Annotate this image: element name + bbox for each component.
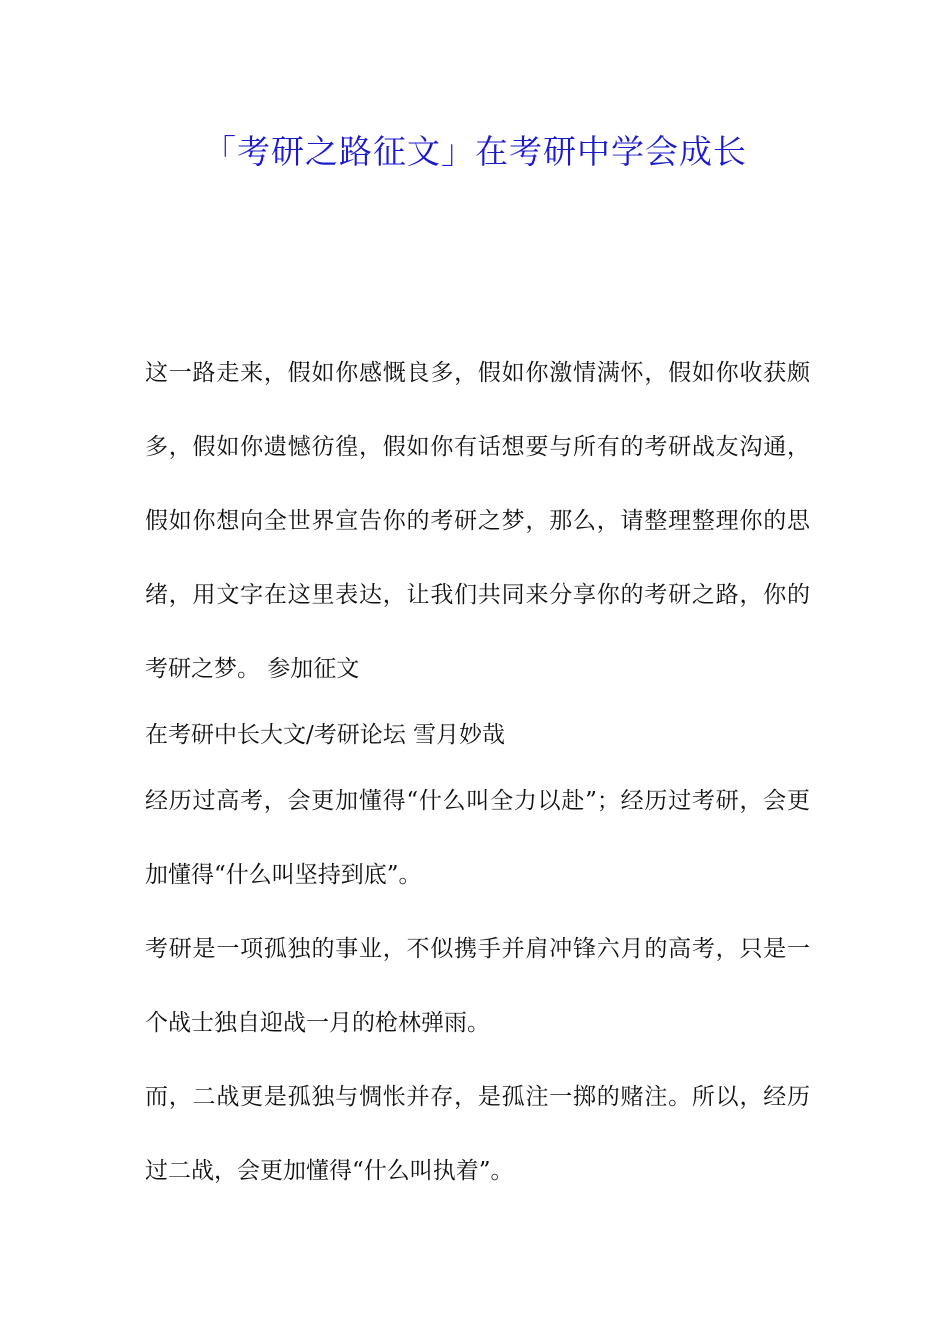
paragraph-lonely-career: 考研是一项孤独的事业，不似携手并肩冲锋六月的高考，只是一个战士独自迎战一月的枪林弹雨。 bbox=[145, 936, 810, 1036]
paragraph-byline: 在考研中长大文/考研论坛 雪月妙哉 bbox=[145, 722, 506, 748]
paragraph-gaokao-kaoyan: 经历过高考，会更加懂得“什么叫全力以赴”；经历过考研，会更加懂得“什么叫坚持到底”。 bbox=[145, 788, 810, 888]
paragraph-second-attempt: 而，二战更是孤独与惆怅并存，是孤注一掷的赌注。所以，经历过二战，会更加懂得“什么叫执着”。 bbox=[145, 1084, 810, 1184]
document-body bbox=[145, 336, 810, 1208]
paragraph-intro: 这一路走来，假如你感慨良多，假如你激情满怀，假如你收获颇多，假如你遗憾彷徨，假如你有话想要与所有的考研战友沟通，假如你想向全世界宣告你的考研之梦，那么，请整理整理你的思绪，用文字在这里表达，让我们共同来分享你的考研之路，你的考研之梦。 参加征文 bbox=[145, 360, 810, 682]
document-title: 「考研之路征文」在考研中学会成长 bbox=[203, 132, 747, 171]
